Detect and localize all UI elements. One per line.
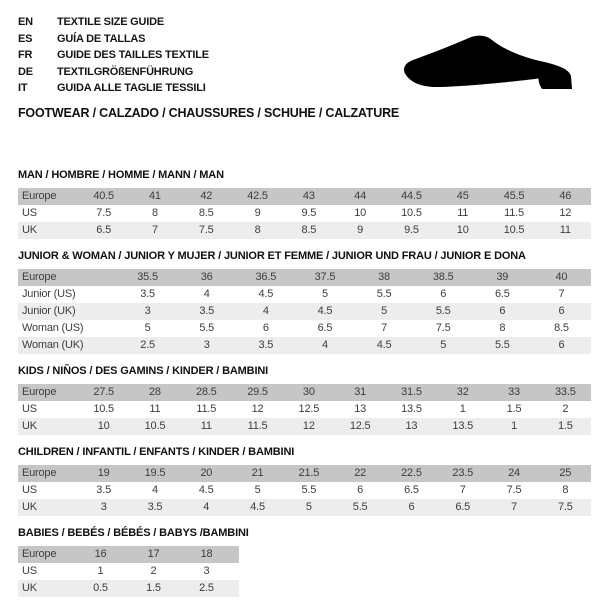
size-value: 3.5 [96,483,111,496]
size-value: 5 [144,321,151,334]
row-label: Europe [22,385,57,398]
size-value: 30 [302,385,315,398]
size-value: 38 [378,270,390,283]
size-value: 19 [97,466,110,479]
size-value: 44.5 [401,189,422,202]
language-title: GUIDE DES TAILLES TEXTILE [57,49,209,62]
row-label: US [22,483,37,496]
size-value: 6 [558,304,565,317]
row-label: Junior (UK) [22,304,76,317]
size-value: 6 [262,321,269,334]
size-value: 39 [496,270,509,283]
size-table [18,384,600,435]
size-value: 1.5 [146,581,161,594]
size-value: 1 [459,402,466,415]
size-value: 10.5 [401,206,422,219]
size-value: 6.5 [455,500,471,513]
table-title: JUNIOR & WOMAN / JUNIOR Y MUJER / JUNIOR ET FEMME / JUNIOR UND FRAU / JUNIOR E DONA [18,249,526,262]
size-value: 12 [302,419,315,432]
size-value: 11 [200,419,212,432]
size-value: 11.5 [196,402,217,415]
size-value: 2 [150,564,157,577]
size-value: 36.5 [255,270,277,283]
size-value: 3.5 [258,338,274,351]
row-label: Europe [22,270,57,283]
size-table [18,546,600,597]
size-value: 6.5 [404,483,419,496]
table-row [18,418,591,435]
row-label: UK [22,223,37,236]
row-label: US [22,206,37,219]
size-value: 37.5 [314,270,336,283]
row-label: US [22,402,37,415]
size-value: 38.5 [432,270,454,283]
table-row [18,384,591,401]
size-table [18,465,600,516]
language-code: FR [18,49,33,62]
size-value: 45.5 [503,189,525,202]
size-value: 29.5 [247,385,268,398]
size-value: 4.5 [376,338,392,351]
size-value: 10.5 [503,223,525,236]
size-value: 13.5 [401,402,422,415]
size-value: 3.5 [140,287,155,300]
table-row [18,337,591,354]
size-value: 11.5 [247,419,268,432]
size-value: 3 [100,500,107,513]
table-title: BABIES / BEBÉS / BÉBÉS / BABYS /BAMBINI [18,526,249,539]
table-title: CHILDREN / INFANTIL / ENFANTS / KINDER / BAMBINI [18,445,295,458]
size-value: 33.5 [555,385,576,398]
size-value: 7.5 [96,206,111,219]
size-tables [18,169,600,597]
size-table [18,269,600,354]
size-table-section-man [18,169,600,239]
table-row [18,320,591,337]
row-label: Europe [22,547,57,560]
size-value: 7.5 [557,500,573,513]
size-table [18,188,600,239]
size-value: 6 [440,287,447,300]
table-row [18,222,591,239]
table-row [18,580,239,597]
table-row [18,205,591,222]
size-value: 28.5 [195,385,217,398]
size-table-section-babies [18,527,600,597]
size-value: 6 [357,483,364,496]
shoe-icon [399,30,589,98]
size-value: 8 [254,223,261,236]
size-value: 19.5 [144,466,166,479]
size-value: 13.5 [452,419,474,432]
size-value: 6.5 [96,223,111,236]
size-value: 21 [251,466,264,479]
table-row [18,401,591,418]
language-code: DE [18,65,33,78]
table-row [18,465,591,482]
table-row [18,188,591,205]
size-value: 1.5 [557,419,573,432]
size-value: 5.5 [199,321,215,334]
table-row [18,499,591,516]
size-value: 8.5 [554,321,569,334]
size-value: 0.5 [93,581,108,594]
size-value: 5 [305,500,312,513]
size-value: 4.5 [198,483,214,496]
size-value: 10.5 [144,419,166,432]
table-row [18,563,239,580]
size-value: 20 [200,466,213,479]
size-value: 11 [149,402,161,415]
size-value: 7 [151,223,158,236]
size-value: 5 [440,338,447,351]
size-value: 5.5 [376,287,392,300]
size-value: 10 [456,223,469,236]
row-label: Europe [22,189,57,202]
size-value: 11.5 [504,206,524,219]
row-label: Europe [22,466,57,479]
size-value: 6.5 [317,321,333,334]
table-title: KIDS / NIÑOS / DES GAMINS / KINDER / BAMBINI [18,364,269,377]
table-title: MAN / HOMBRE / HOMME / MANN / MAN [18,168,224,181]
size-value: 7 [511,500,517,513]
size-value: 11 [457,206,469,219]
size-value: 22.5 [401,466,422,479]
size-value: 4 [203,500,210,513]
size-value: 5.5 [352,500,368,513]
size-value: 9 [254,206,261,219]
size-value: 7 [459,483,466,496]
row-label: Junior (US) [22,287,76,300]
size-value: 21.5 [298,466,320,479]
size-value: 3 [203,564,210,577]
size-value: 6 [408,500,415,513]
size-value: 8 [499,321,506,334]
size-value: 44 [354,189,367,202]
size-value: 41 [149,189,161,202]
size-value: 9.5 [404,223,419,236]
table-row [18,286,591,303]
size-value: 33 [508,385,520,398]
size-value: 42 [200,189,213,202]
size-value: 4.5 [258,287,274,300]
size-value: 12.5 [298,402,320,415]
size-value: 32 [456,385,469,398]
size-value: 43 [302,189,315,202]
size-value: 13 [354,402,367,415]
size-value: 4.5 [317,304,333,317]
size-value: 18 [200,547,213,560]
size-value: 11 [559,223,571,236]
row-label: UK [22,500,37,513]
row-label: Woman (UK) [22,338,84,351]
size-value: 3 [203,338,210,351]
size-value: 45 [456,189,469,202]
language-code: ES [18,32,33,45]
size-value: 7.5 [435,321,451,334]
row-label: UK [22,581,37,594]
size-table-section-children [18,446,600,516]
size-value: 2.5 [140,338,155,351]
size-value: 6.5 [494,287,510,300]
size-value: 36 [200,270,213,283]
size-value: 24 [508,466,520,479]
size-value: 27.5 [93,385,114,398]
size-value: 23.5 [452,466,474,479]
size-value: 40.5 [93,189,114,202]
table-row [18,303,591,320]
table-row [18,482,591,499]
language-title: TEXTILE SIZE GUIDE [57,16,165,29]
size-value: 42.5 [247,189,268,202]
size-value: 3.5 [199,304,215,317]
size-value: 2.5 [199,581,214,594]
size-value: 8 [151,206,158,219]
size-value: 6 [558,338,565,351]
size-value: 7.5 [198,223,214,236]
size-value: 1 [511,419,517,432]
table-row [18,546,239,563]
table-row [18,269,591,286]
size-value: 3.5 [147,500,163,513]
size-value: 25 [559,466,572,479]
size-value: 12.5 [349,419,371,432]
row-label: US [22,564,37,577]
size-value: 31.5 [401,385,422,398]
size-table-section-kids [18,365,600,435]
size-table-section-junior [18,250,600,354]
size-value: 31 [354,385,367,398]
size-value: 46 [559,189,572,202]
language-title: TEXTILGRÖßENFÜHRUNG [57,65,194,78]
size-value: 28 [149,385,161,398]
size-value: 7 [558,287,565,300]
language-code: EN [18,16,33,29]
guide-header [18,14,600,121]
size-value: 7 [381,321,388,334]
size-value: 40 [555,270,568,283]
size-value: 4 [321,338,328,351]
size-value: 12 [559,206,572,219]
size-value: 35.5 [137,270,158,283]
size-value: 10 [97,419,110,432]
size-value: 1.5 [506,402,522,415]
size-value: 4.5 [250,500,265,513]
size-value: 3 [144,304,151,317]
size-value: 5.5 [435,304,451,317]
language-row [18,14,600,31]
size-value: 4 [203,287,210,300]
category-line: FOOTWEAR / CALZADO / CHAUSSURES / SCHUHE / CALZATURE [18,105,400,120]
size-value: 9.5 [301,206,317,219]
size-value: 9 [357,223,364,236]
language-title: GUIDA ALLE TAGLIE TESSILI [57,82,206,95]
size-value: 10.5 [93,402,114,415]
size-value: 4 [151,483,158,496]
size-value: 16 [94,547,107,560]
size-value: 22 [354,466,367,479]
size-value: 13 [405,419,418,432]
size-value: 17 [147,547,160,560]
size-value: 6 [499,304,506,317]
size-value: 8.5 [301,223,317,236]
size-value: 5 [321,287,328,300]
size-value: 7.5 [506,483,522,496]
size-value: 12 [251,402,264,415]
row-label: UK [22,419,37,432]
row-label: Woman (US) [22,321,84,334]
size-value: 5 [381,304,388,317]
size-value: 2 [562,402,569,415]
size-value: 8.5 [198,206,214,219]
size-value: 1 [97,564,104,577]
size-value: 4 [262,304,269,317]
size-value: 5 [254,483,261,496]
size-value: 8 [562,483,569,496]
language-title: GUÍA DE TALLAS [57,32,146,45]
size-value: 5.5 [494,338,510,351]
language-code: IT [18,82,28,95]
size-value: 10 [354,206,367,219]
size-value: 5.5 [301,483,317,496]
